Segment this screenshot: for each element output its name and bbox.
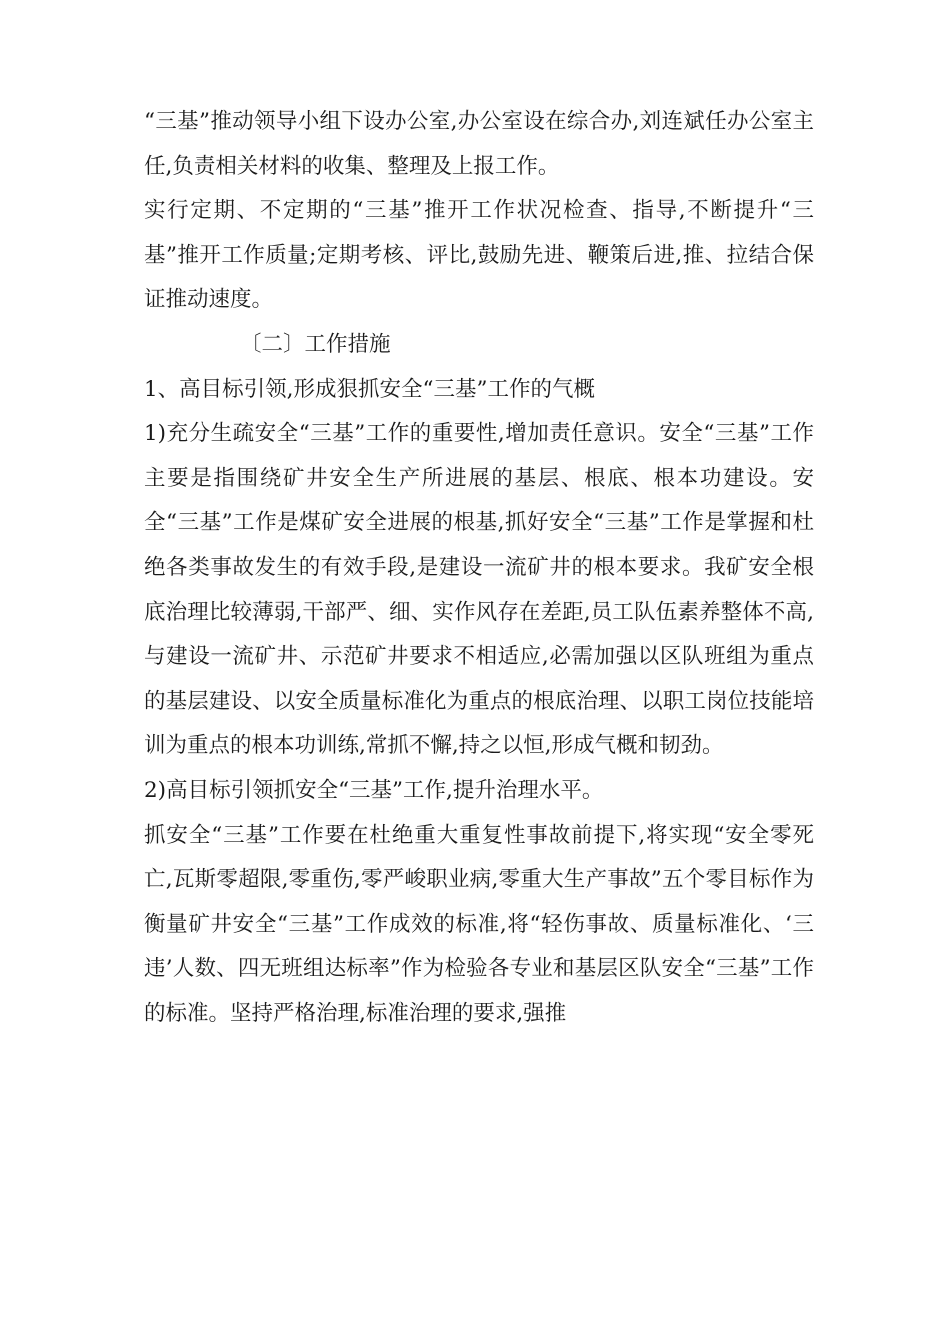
- paragraph-importance: 1)充分生疏安全“三基”工作的重要性,增加责任意识。安全“三基”工作主要是指围绕矿井安全生产所进展的基层、根底、根本功建设。安全“三基”工作是煤矿安全进展的根基,抓好安全“三基”工作是掌握和杜绝各类事故发生的有效手段,是建设一流矿井的根本要求。我矿安全根底治理比较薄弱,干部严、细、实作风存在差距,员工队伍素养整体不高,与建设一流矿井、示范矿井要求不相适应,必需加强以区队班组为重点的基层建设、以安全质量标准化为重点的根底治理、以职工岗位技能培训为重点的根本功训练,常抓不懈,持之以恒,形成气概和韧劲。: [144, 421, 814, 759]
- section-heading-measures: 〔二〕工作措施: [240, 331, 391, 357]
- paragraph-office-setup: “三基”推动领导小组下设办公室,办公室设在综合办,刘连斌任办公室主任,负责相关材料的收集、整理及上报工作。: [144, 109, 814, 179]
- subheading-management-level: 2)高目标引领抓安全“三基”工作,提升治理水平。: [144, 777, 604, 803]
- document-body: [144, 100, 814, 1036]
- subheading-high-target: 1、高目标引领,形成狠抓安全“三基”工作的气概: [144, 376, 595, 402]
- paragraph-standards: 抓安全“三基”工作要在杜绝重大重复性事故前提下,将实现“安全零死亡,瓦斯零超限,零重伤,零严峻职业病,零重大生产事故”五个零目标作为衡量矿井安全“三基”工作成效的标准,将“轻伤事故、质量标准化、‘三违’人数、四无班组达标率”作为检验各专业和基层区队安全“三基”工作的标准。坚持严格治理,标准治理的要求,强推: [144, 822, 814, 1026]
- paragraph-inspection: 实行定期、不定期的“三基”推开工作状况检查、指导,不断提升“三基”推开工作质量;定期考核、评比,鼓励先进、鞭策后进,推、拉结合保证推动速度。: [144, 198, 814, 313]
